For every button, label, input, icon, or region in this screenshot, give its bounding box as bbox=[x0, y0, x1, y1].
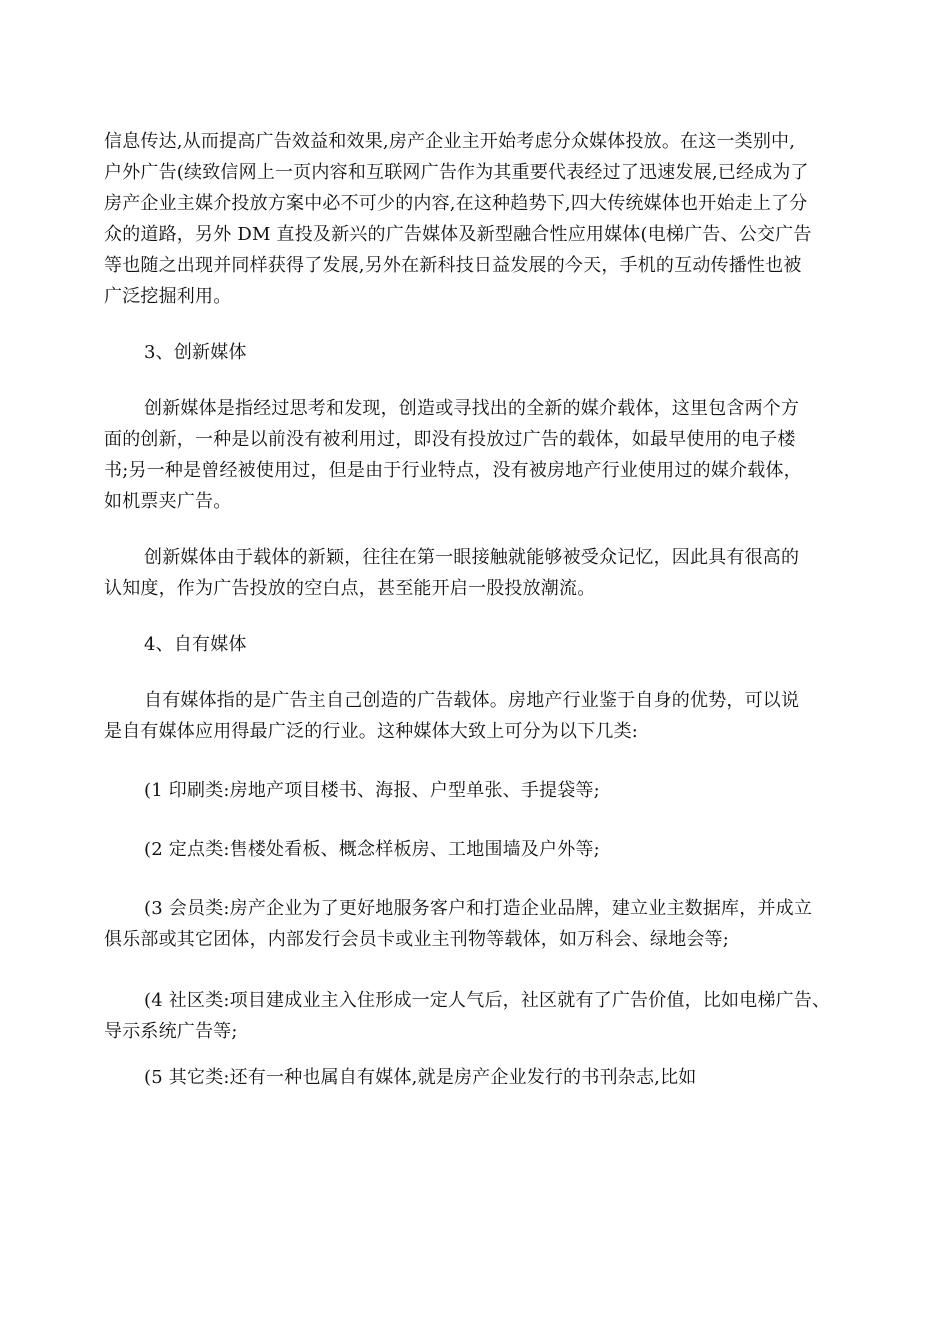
text-line: 如机票夹广告。 bbox=[104, 491, 232, 512]
text-line: 创新媒体由于载体的新颖，往往在第一眼接触就能够被受众记忆，因此具有很高的 bbox=[144, 547, 800, 568]
text-line: 面的创新，一种是以前没有被利用过，即没有投放过广告的载体，如最早使用的电子楼 bbox=[104, 429, 796, 450]
document-page bbox=[104, 126, 864, 1093]
text-line: 广泛挖掘利用。 bbox=[104, 286, 232, 307]
list-item-membership bbox=[104, 893, 864, 955]
text-line: 创新媒体是指经过思考和发现，创造或寻找出的全新的媒介载体，这里包含两个方 bbox=[144, 398, 800, 419]
list-item-fixed-location: (2 定点类:售楼处看板、概念样板房、工地围墙及户外等; bbox=[144, 839, 600, 860]
paragraph-innovative-definition bbox=[104, 393, 864, 517]
text-line: 书;另一种是曾经被使用过，但是由于行业特点，没有被房地产行业使用过的媒介载体， bbox=[104, 460, 802, 481]
text-line: (4 社区类:项目建成业主入住形成一定人气后，社区就有了广告价值，比如电梯广告、 bbox=[144, 990, 831, 1011]
text-line: 等也随之出现并同样获得了发展,另外在新科技日益发展的今天，手机的互动传播性也被 bbox=[104, 255, 802, 276]
list-item-other: (5 其它类:还有一种也属自有媒体,就是房产企业发行的书刊杂志,比如 bbox=[144, 1067, 697, 1088]
list-item-printed: (1 印刷类:房地产项目楼书、海报、户型单张、手提袋等; bbox=[144, 780, 600, 801]
text-line: 自有媒体指的是广告主自己创造的广告载体。房地产行业鉴于自身的优势，可以说 bbox=[144, 690, 800, 711]
text-line: 户外广告(续致信网上一页内容和互联网广告作为其重要代表经过了迅速发展,已经成为了 bbox=[104, 162, 809, 183]
text-line: 信息传达,从而提高广告效益和效果,房产企业主开始考虑分众媒体投放。在这一类别中, bbox=[104, 131, 796, 152]
list-item-community bbox=[104, 985, 864, 1047]
section-heading-owned-media: 4、自有媒体 bbox=[144, 634, 247, 655]
paragraph-innovative-effect bbox=[104, 542, 864, 604]
paragraph-owned-definition bbox=[104, 685, 864, 747]
section-heading-innovative-media: 3、创新媒体 bbox=[144, 342, 247, 363]
text-line: 俱乐部或其它团体，内部发行会员卡或业主刊物等载体，如万科会、绿地会等; bbox=[104, 929, 730, 950]
text-line: 是自有媒体应用得最广泛的行业。这种媒体大致上可分为以下几类: bbox=[104, 721, 639, 742]
paragraph-outdoor-media bbox=[104, 126, 864, 312]
text-line: 房产企业主媒介投放方案中必不可少的内容,在这种趋势下,四大传统媒体也开始走上了分 bbox=[104, 193, 808, 214]
text-line: 导示系统广告等; bbox=[104, 1021, 238, 1042]
text-line: 认知度，作为广告投放的空白点，甚至能开启一股投放潮流。 bbox=[104, 578, 596, 599]
text-line: (3 会员类:房产企业为了更好地服务客户和打造企业品牌，建立业主数据库，并成立 bbox=[144, 898, 813, 919]
text-line: 众的道路，另外 DM 直投及新兴的广告媒体及新型融合性应用媒体(电梯广告、公交广告 bbox=[104, 224, 812, 245]
